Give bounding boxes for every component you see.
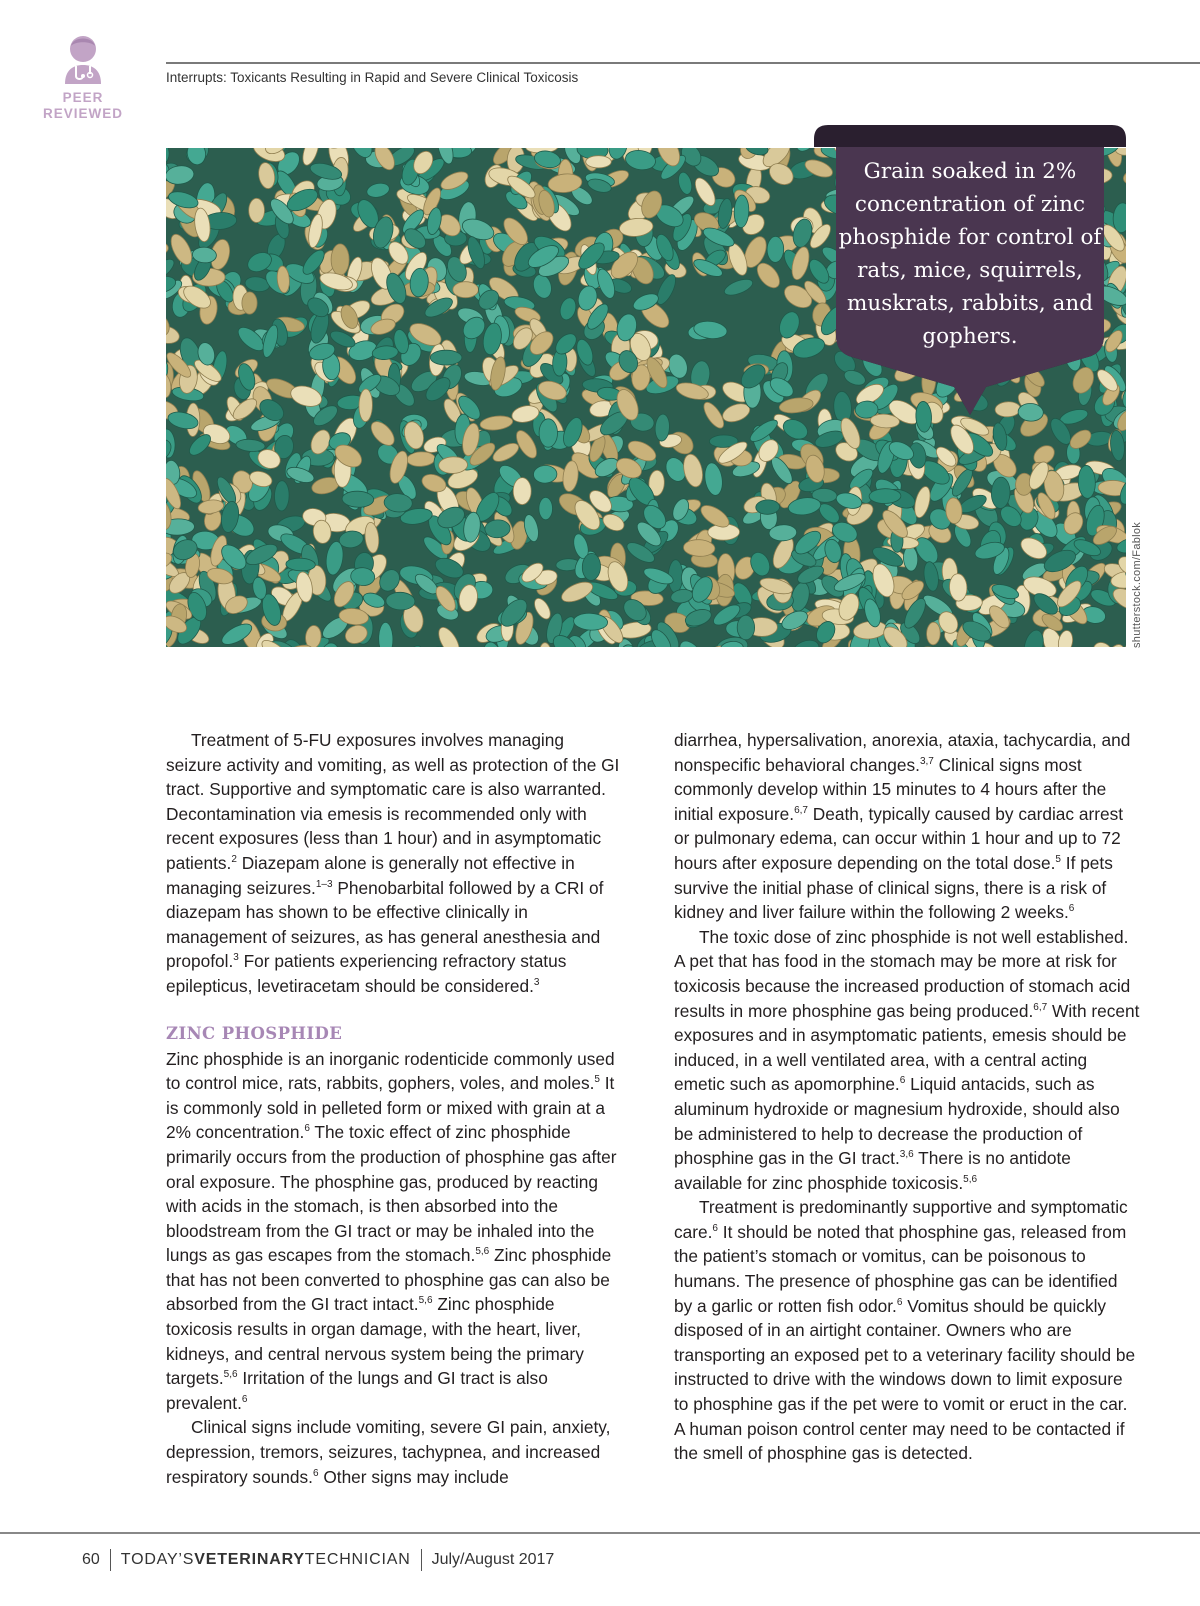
paragraph-treatment-5fu: Treatment of 5-FU exposures involves managing seizure activity and vomiting, as well as protection of the GI tract. Supportive and symptomatic care is also warranted. Decontamination via emesis is recommended only with recent exposures (less than 1 hour) and in asymptomatic patients.$^2$ Diazepam alone is generally not effective in managing seizures.$^{1-3}$ Phenobarbital followed by a CRI of diazepam has shown to be effective clinically in management of seizures, as has general anesthesia and propofol.$^3$ For patients experiencing refractory status epilepticus, levetiracetam should be considered.$^3$ (166, 730, 620, 996)
callout-text: Grain soaked in 2% concentration of zinc phosphide for control of rats, mice, squirrels, muskrats, rabbits, and gophers. (838, 159, 1102, 349)
photo-callout (814, 125, 1126, 419)
section-heading-zinc-phosphide: ZINC PHOSPHIDE (166, 1023, 343, 1043)
grain-kernel (926, 622, 940, 645)
grain-kernel (242, 292, 257, 314)
page-number: 60 (82, 1551, 100, 1568)
magazine-title: TODAY’SVETERINARYTECHNICIAN (120, 1551, 411, 1568)
paragraph-clinical-signs: Clinical signs include vomiting, severe GI pain, anxiety, depression, tremors, seizures, tachypnea, and increased respiratory sounds.$^6$ Other signs may include (166, 1417, 611, 1487)
badge-line-1: PEER (62, 90, 104, 105)
paragraph-signs-continued: diarrhea, hypersalivation, anorexia, ataxia, tachycardia, and nonspecific behavioral changes.$^{3,7}$ Clinical signs most commonly develop within 15 minutes to 4 hours after the initial exposure.$^{6,7}$ Death, typically caused by cardiac arrest or pulmonary edema, can occur within 1 hour and up to 72 hours after exposure depending on the total dose.$^5$ If pets survive the initial phase of clinical signs, there is a risk of kidney and liver failure within the following 2 weeks.$^6$ (674, 730, 1131, 923)
grain-kernel (430, 350, 462, 365)
peer-reviewed-badge (36, 34, 130, 122)
grain-kernel (737, 615, 754, 640)
grain-kernel (331, 244, 349, 275)
paragraph-zinc-intro: Zinc phosphide is an inorganic rodenticide commonly used to control mice, rats, rabbits, gophers, voles, and moles.$^5$ It is commonly sold in pelleted form or mixed with grain at a 2% concentration.$^6$ The toxic effect of zinc phosphide primarily occurs from the production of phosphine gas after oral exposure. The phosphine gas, produced by reacting with acids in the stomach, is then absorbed into the bloodstream from the GI tract or may be inhaled into the lungs as gas escapes from the stomach.$^{5,6}$ Zinc phosphide that has not been converted to phosphine gas can also be absorbed from the GI tract intact.$^{5,6}$ Zinc phosphide toxicosis results in organ damage, with the heart, liver, kidneys, and central nervous system being the primary targets.$^{5,6}$ Irritation of the lungs and GI tract is also prevalent.$^6$ (166, 1048, 617, 1413)
photo-credit: shutterstock.com/Fablok (1131, 521, 1143, 648)
footer-rule (0, 1532, 1200, 1534)
paragraph-treatment-zinc: Treatment is predominantly supportive and symptomatic care.$^6$ It should be noted that phosphine gas, released from the patient’s stomach or vomitus, can be poisonous to humans. The presence of phosphine gas can be identified by a garlic or rotten fish odor.$^6$ Vomitus should be quickly disposed of in an airtight container. Owners who are transporting an exposed pet to a veterinary facility should be instructed to drive with the windows down to limit exposure to phosphine gas if the pet were to vomit or eruct in the car. A human poison control center may need to be contacted if the smell of phosphine gas is detected. (674, 1197, 1136, 1464)
grain-kernel (539, 497, 553, 519)
footer-separator-2 (421, 1549, 422, 1571)
peer-reviewed-label (36, 90, 130, 122)
right-column (674, 728, 1140, 1466)
grain-kernel (767, 236, 784, 262)
left-column (166, 728, 622, 1489)
grain-kernel (513, 478, 531, 505)
issue-date: July/August 2017 (431, 1551, 555, 1568)
grain-kernel (869, 488, 901, 503)
grain-kernel (249, 198, 265, 222)
footer-separator (110, 1549, 111, 1571)
grain-kernel (359, 389, 373, 422)
grain-kernel (533, 465, 557, 483)
running-head: Interrupts: Toxicants Resulting in Rapid and Severe Clinical Toxicosis (166, 70, 579, 85)
grain-kernel (274, 481, 289, 511)
badge-line-2: REVIEWED (42, 106, 123, 121)
grain-kernel (586, 156, 612, 168)
paragraph-toxic-dose: The toxic dose of zinc phosphide is not well established. A pet that has food in the stomach may be more at risk for toxicosis because the increased production of stomach acid results in more phosphine gas being produced.$^{6,7}$ With recent exposures and in asymptomatic patients, emesis should be induced, in a well ventilated area, with a central acting emetic such as apomorphine.$^6$ Liquid antacids, such as aluminum hydroxide or magnesium hydroxide, should also be administered to help to decrease the production of phosphine gas in the GI tract.$^{3,6}$ There is no antidote available for zinc phosphide toxicosis.$^{5,6}$ (674, 926, 1140, 1193)
doctor-icon (61, 34, 105, 84)
grain-kernel (453, 282, 479, 298)
header-rule (166, 62, 1200, 64)
grain-kernel (539, 419, 557, 447)
page-footer (82, 1549, 554, 1571)
